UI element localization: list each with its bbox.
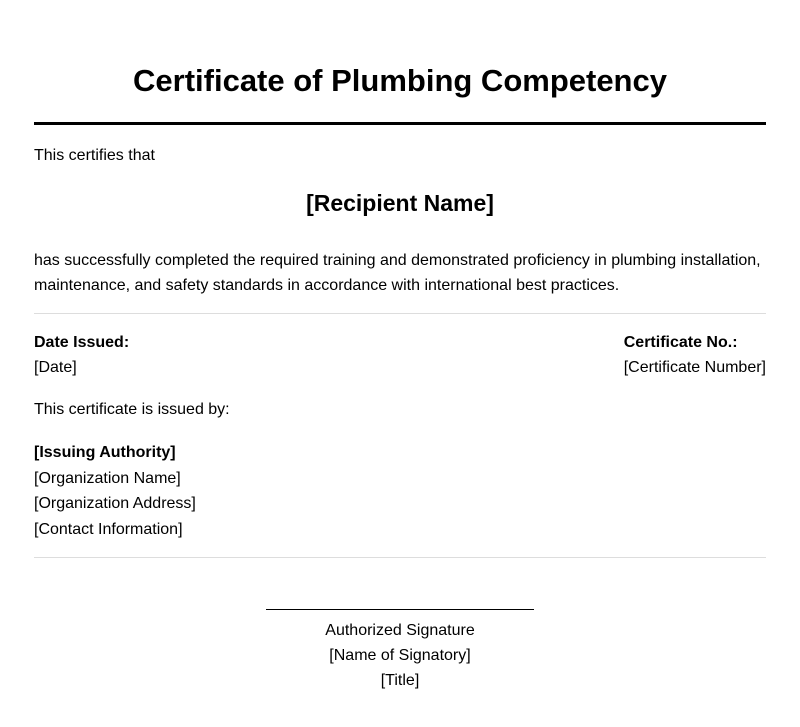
issued-by-intro: This certificate is issued by: — [34, 401, 230, 418]
date-issued-label: Date Issued: — [34, 334, 130, 351]
recipient-name: [Recipient Name] — [306, 190, 494, 216]
certificate-number-label: Certificate No.: — [623, 334, 738, 351]
certificate-title: Certificate of Plumbing Competency — [133, 63, 667, 98]
organization-address: [Organization Address] — [34, 495, 196, 512]
contact-information: [Contact Information] — [34, 520, 183, 538]
certificate-number-value: [Certificate Number] — [623, 359, 766, 376]
issuing-authority-block — [34, 440, 196, 542]
section-divider — [34, 557, 766, 558]
certifies-intro: This certifies that — [34, 147, 155, 164]
signature-caption: Authorized Signature — [325, 622, 475, 639]
signatory-title: [Title] — [380, 672, 420, 689]
date-issued-value: [Date] — [34, 359, 77, 376]
organization-name: [Organization Name] — [34, 469, 181, 487]
certificate-body-text: has successfully completed the required training and demonstrated proficiency in plumbing installation, maintenance, and safety standards in accordance with international best practices. — [34, 252, 761, 294]
signature-block — [266, 609, 534, 693]
signatory-name: [Name of Signatory] — [329, 647, 471, 664]
title-divider — [34, 122, 766, 125]
section-divider — [34, 313, 766, 314]
signature-line — [266, 609, 534, 610]
issuing-authority: [Issuing Authority] — [34, 444, 176, 461]
date-issued-block — [34, 330, 129, 380]
certificate-number-block — [624, 330, 766, 380]
